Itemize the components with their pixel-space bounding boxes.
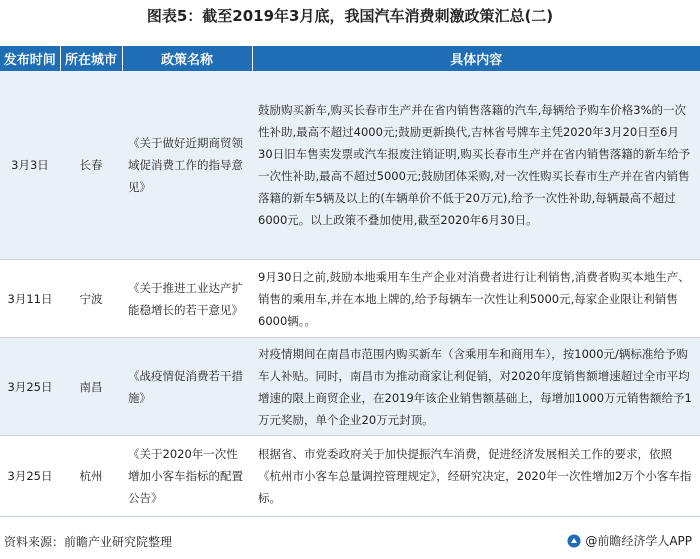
header-content: 具体内容: [252, 46, 700, 71]
cell-content: 根据省、市党委政府关于加快提振汽车消费，促进经济发展相关工作的要求，依照《杭州市小客车总量调控管理规定》，经研究决定，2020年一次性增加2万个小客车指标。: [252, 436, 700, 517]
cell-policy: 《关于2020年一次性增加小客车指标的配置公告》: [122, 436, 252, 517]
table-row: [0, 436, 700, 517]
cell-content: 9月30日之前,鼓励本地乘用车生产企业对消费者进行让利销售,消费者购买本地生产、销售的乘用车,并在本地上牌的,给予每辆车一次性让利5000元,每家企业限让利销售6000辆。。: [252, 260, 700, 338]
cell-date: 3月25日: [0, 338, 60, 436]
table-row: [0, 338, 700, 436]
cell-policy: 《战疫情促消费若干措施》: [122, 338, 252, 436]
cell-city: 宁波: [60, 260, 122, 338]
cell-date: 3月3日: [0, 71, 60, 260]
brand-label: @前瞻经济学人APP: [585, 534, 692, 548]
policy-table: [0, 46, 700, 517]
cell-city: 杭州: [60, 436, 122, 517]
table-row: [0, 260, 700, 338]
header-date: 发布时间: [0, 46, 60, 71]
source-note: 资料来源：前瞻产业研究院整理: [4, 535, 173, 549]
cell-city: 长春: [60, 71, 122, 260]
cell-city: 南昌: [60, 338, 122, 436]
brand-attribution: [567, 532, 692, 549]
header-policy: 政策名称: [122, 46, 252, 71]
table-row: [0, 71, 700, 260]
cell-policy: 《关于做好近期商贸领域促消费工作的指导意见》: [122, 71, 252, 260]
chart-title: 图表5：截至2019年3月底，我国汽车消费刺激政策汇总(二): [146, 7, 554, 25]
cell-date: 3月25日: [0, 436, 60, 517]
cell-content: 对疫情期间在南昌市范围内购买新车（含乘用车和商用车），按1000元/辆标准给予购车人补贴。同时，南昌市为推动商家让利促销，对2020年度销售额增速超过全市平均增速的限上商贸企业，在2019年该企业销售额基础上，每增加1000万元销售额给予1万元奖励，单个企业20万元封顶。: [252, 338, 700, 436]
cell-content: 鼓励购买新车,购买长春市生产并在省内销售落籍的汽车,每辆给予购车价格3%的一次性补助,最高不超过4000元;鼓励更新换代,吉林省号牌车主凭2020年3月20日至6月30日旧车售卖发票或汽车报废注销证明,购买长春市生产并在省内销售落籍的新车给予一次性补助,最高不超过5000元;鼓励团体采购,对一次性购买长春市生产并在省内销售落籍的新车5辆及以上的(车辆单价不低于20万元),给予一次性补助,每辆最高不超过6000元。以上政策不叠加使用,截至2020年6月30日。: [252, 71, 700, 260]
header-city: 所在城市: [60, 46, 122, 71]
table-header-row: [0, 46, 700, 71]
cell-date: 3月11日: [0, 260, 60, 338]
cell-policy: 《关于推进工业达产扩能稳增长的若干意见》: [122, 260, 252, 338]
brand-logo-icon: [567, 534, 581, 548]
